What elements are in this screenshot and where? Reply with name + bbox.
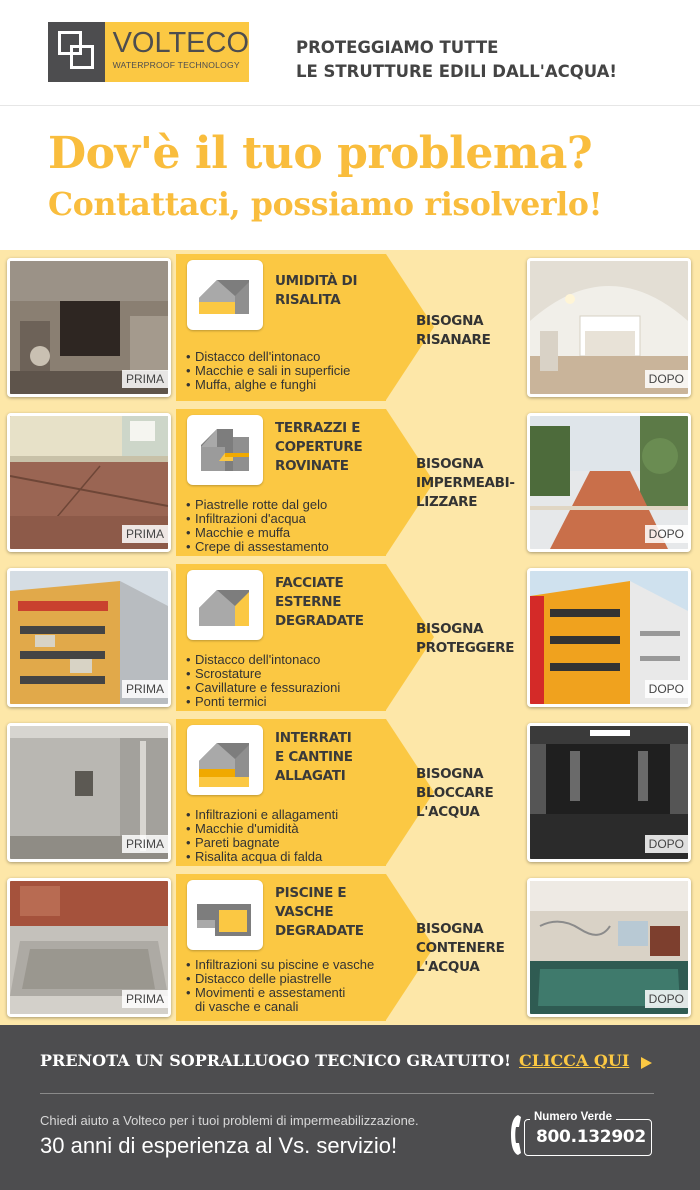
logo-squares-icon <box>48 22 105 82</box>
after-label: DOPO <box>645 370 688 388</box>
brand-subtitle: WATERPROOF TECHNOLOGY <box>112 60 240 70</box>
footer-subtitle: Chiedi aiuto a Volteco per i tuoi problemi di impermeabilizzazione. <box>40 1113 419 1128</box>
list-item: • Macchie d'umidità <box>186 821 299 836</box>
tagline-line-2: LE STRUTTURE EDILI DALL'ACQUA! <box>296 62 617 81</box>
problem-bullets <box>186 958 374 1014</box>
list-item: • Scrostature <box>186 666 262 681</box>
list-item: • Infiltrazioni su piscine e vasche <box>186 957 375 972</box>
problem-title: FACCIATE ESTERNE DEGRADATE <box>275 575 364 629</box>
headline <box>0 110 700 250</box>
list-item: • Distacco delle piastrelle <box>186 971 332 986</box>
before-photo <box>7 568 171 707</box>
after-label: DOPO <box>645 525 688 543</box>
list-item: • Risalita acqua di falda <box>186 849 323 864</box>
basement-flood-icon <box>187 725 263 795</box>
before-label: PRIMA <box>122 525 168 543</box>
list-item: • Ponti termici <box>186 694 267 709</box>
problem-row <box>0 250 700 405</box>
solution-text: BISOGNA PROTEGGERE <box>416 621 515 656</box>
tagline-line-1: PROTEGGIAMO TUTTE <box>296 38 499 57</box>
before-photo <box>7 413 171 552</box>
list-item: • Cavillature e fessurazioni <box>186 680 341 695</box>
problem-row <box>0 715 700 870</box>
after-photo <box>527 413 691 552</box>
footer <box>0 1025 700 1190</box>
problem-title: TERRAZZI E COPERTURE ROVINATE <box>275 420 363 474</box>
after-label: DOPO <box>645 835 688 853</box>
logo-wordmark <box>105 22 249 82</box>
after-photo <box>527 723 691 862</box>
problem-bullets <box>186 808 338 864</box>
house-rising-damp-icon <box>187 260 263 330</box>
footer-experience: 30 anni di esperienza al Vs. servizio! <box>40 1133 398 1158</box>
problem-title: UMIDITÀ DI RISALITA <box>275 273 358 308</box>
header-tagline <box>296 36 617 84</box>
before-photo <box>7 878 171 1017</box>
before-label: PRIMA <box>122 835 168 853</box>
solution-text: BISOGNA RISANARE <box>416 313 491 348</box>
play-arrow-icon[interactable] <box>641 1057 652 1069</box>
after-photo <box>527 258 691 397</box>
list-item: • Macchie e muffa <box>186 525 291 540</box>
phone-handset-icon <box>510 1113 532 1157</box>
headline-question: Dov'è il tuo problema? <box>48 128 593 179</box>
list-item: • Muffa, alghe e funghi <box>186 377 317 392</box>
problem-title: PISCINE E VASCHE DEGRADATE <box>275 885 364 939</box>
phone-label: Numero Verde <box>530 1111 616 1123</box>
list-item: • Piastrelle rotte dal gelo <box>186 497 328 512</box>
list-item: • Distacco dell'intonaco <box>186 652 321 667</box>
list-item: • Movimenti e assestamenti <box>186 985 346 1000</box>
volteco-logo[interactable] <box>48 22 249 82</box>
solution-text: BISOGNA IMPERMEABI- LIZZARE <box>416 456 515 510</box>
list-item: • Infiltrazioni d'acqua <box>186 511 306 526</box>
solution-text: BISOGNA BLOCCARE L'ACQUA <box>416 766 494 820</box>
solution-text: BISOGNA CONTENERE L'ACQUA <box>416 921 505 975</box>
header <box>0 0 700 106</box>
after-photo <box>527 878 691 1017</box>
cta-text: PRENOTA UN SOPRALLUOGO TECNICO GRATUITO! <box>40 1051 512 1070</box>
list-item: • Macchie e sali in superficie <box>186 363 351 378</box>
house-facade-icon <box>187 570 263 640</box>
list-item: • Crepe di assestamento <box>186 539 329 554</box>
list-item: di vasche e canali <box>195 999 299 1014</box>
after-photo <box>527 568 691 707</box>
before-label: PRIMA <box>122 680 168 698</box>
before-label: PRIMA <box>122 370 168 388</box>
problem-bullets <box>186 350 350 392</box>
toll-free-number[interactable] <box>510 1111 654 1159</box>
problem-row <box>0 560 700 715</box>
click-here-link[interactable]: CLICCA QUI <box>519 1051 630 1070</box>
problem-row <box>0 405 700 560</box>
problem-list <box>0 250 700 1025</box>
list-item: • Pareti bagnate <box>186 835 280 850</box>
list-item: • Distacco dell'intonaco <box>186 349 321 364</box>
after-label: DOPO <box>645 990 688 1008</box>
problem-bullets <box>186 653 340 709</box>
problem-bullets <box>186 498 329 554</box>
after-label: DOPO <box>645 680 688 698</box>
phone-number: 800.132902 <box>536 1127 646 1147</box>
before-label: PRIMA <box>122 990 168 1008</box>
terrace-roof-icon <box>187 415 263 485</box>
pool-tank-icon <box>187 880 263 950</box>
before-photo <box>7 723 171 862</box>
problem-row <box>0 870 700 1025</box>
problem-title: INTERRATI E CANTINE ALLAGATI <box>275 730 353 784</box>
list-item: • Infiltrazioni e allagamenti <box>186 807 339 822</box>
brand-name: VOLTECO <box>112 27 249 59</box>
footer-divider <box>40 1093 654 1094</box>
headline-call-to-contact: Contattaci, possiamo risolverlo! <box>48 186 603 223</box>
before-photo <box>7 258 171 397</box>
